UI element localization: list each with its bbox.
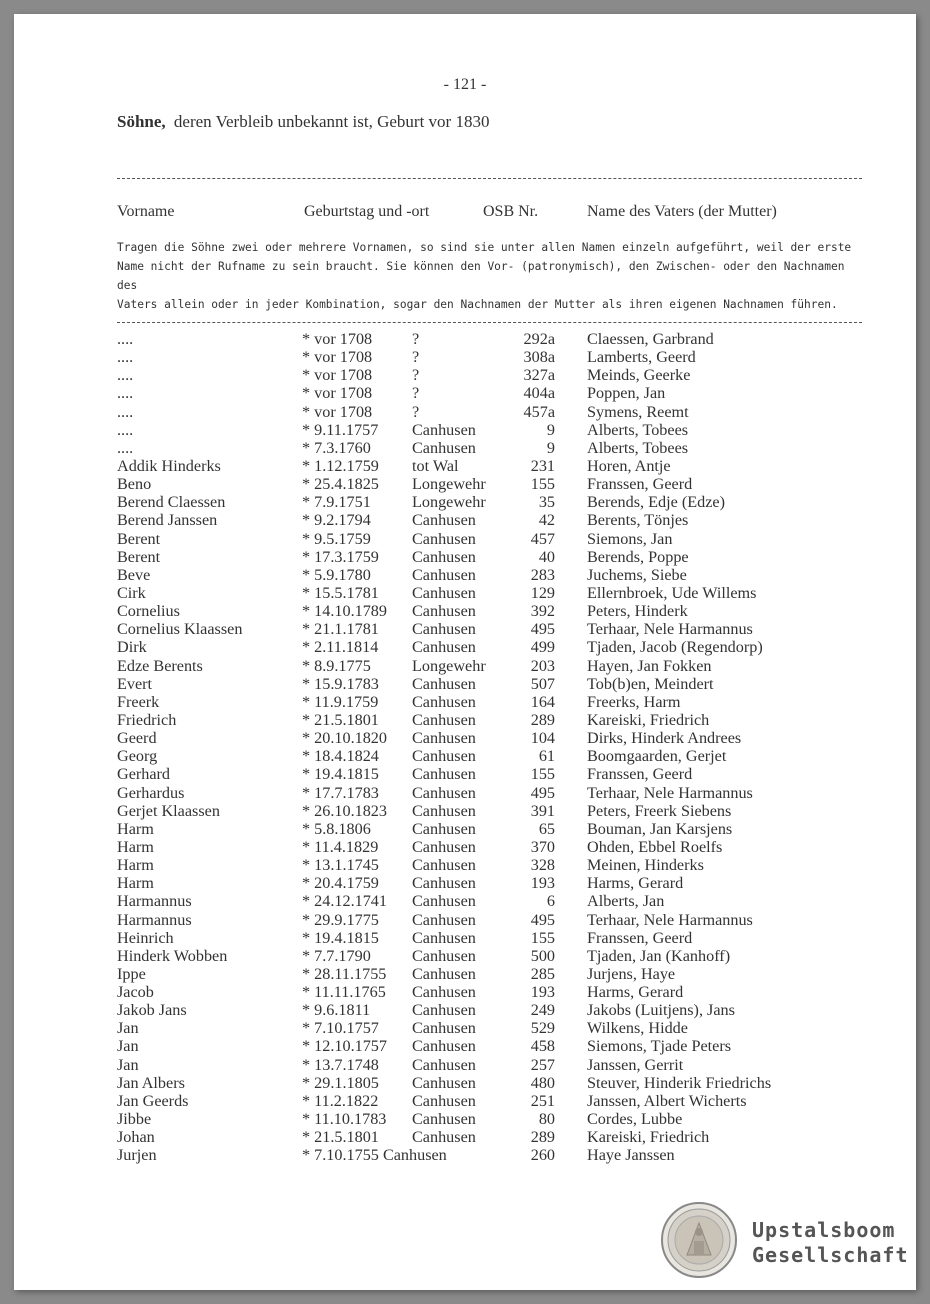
entry-osb-number: 499: [530, 638, 555, 657]
section-title-bold: Söhne,: [117, 112, 166, 131]
entry-name: Jan: [117, 1055, 139, 1074]
entry-name: Harmannus: [117, 910, 192, 929]
entry-osb-number: 328: [530, 856, 555, 875]
entry-osb-number: 457a: [523, 402, 555, 421]
entry-birth-place: Canhusen: [412, 874, 476, 893]
entry-birth-date: * 21.5.1801: [302, 710, 379, 729]
entry-father-name: Freerks, Harm: [587, 692, 681, 711]
table-row: [0, 439, 930, 457]
entry-osb-number: 283: [530, 565, 555, 584]
header-geburt: Geburtstag und -ort: [304, 203, 430, 220]
entry-osb-number: 327a: [523, 366, 555, 385]
entry-name: Jan Albers: [117, 1073, 185, 1092]
entry-birth-date: * 19.4.1815: [302, 765, 379, 784]
entry-osb-number: 285: [530, 964, 555, 983]
entry-birth-date: * vor 1708: [302, 366, 373, 385]
entry-birth-place: tot Wal: [412, 456, 459, 475]
entry-name: Harmannus: [117, 892, 192, 911]
entry-birth-place: Canhusen: [412, 420, 476, 439]
entry-father-name: Siemons, Jan: [587, 529, 673, 548]
entry-birth-date: * vor 1708: [302, 348, 373, 367]
entry-osb-number: 203: [530, 656, 555, 675]
entry-osb-number: 260: [530, 1146, 555, 1165]
entry-birth-date: * 7.10.1755 Canhusen: [302, 1146, 447, 1165]
entry-name: Heinrich: [117, 928, 174, 947]
entry-name: Friedrich: [117, 710, 177, 729]
entry-osb-number: 292a: [523, 330, 555, 348]
entry-osb-number: 193: [530, 983, 555, 1002]
header-vorname: Vorname: [117, 203, 175, 220]
entry-birth-place: Canhusen: [412, 547, 476, 566]
entry-osb-number: 193: [530, 874, 555, 893]
table-row: [0, 784, 930, 802]
entry-father-name: Lamberts, Geerd: [587, 348, 696, 367]
entry-birth-date: * 25.4.1825: [302, 475, 379, 494]
entry-father-name: Franssen, Geerd: [587, 475, 693, 494]
entry-name: Harm: [117, 837, 154, 856]
entry-father-name: Jurjens, Haye: [587, 964, 676, 983]
entry-birth-place: Canhusen: [412, 1128, 476, 1147]
entry-birth-date: * 7.3.1760: [302, 438, 371, 457]
entry-name: Jacob: [117, 983, 154, 1002]
entry-birth-date: * 9.6.1811: [302, 1001, 371, 1020]
entry-osb-number: 289: [530, 1128, 555, 1147]
entry-father-name: Horen, Antje: [587, 456, 671, 475]
entry-name: Berent: [117, 529, 161, 548]
entry-father-name: Jakobs (Luitjens), Jans: [587, 1001, 735, 1020]
table-row: [0, 602, 930, 620]
entry-name: Johan: [117, 1128, 155, 1147]
entry-birth-place: Canhusen: [412, 801, 476, 820]
entry-osb-number: 507: [530, 674, 555, 693]
table-row: [0, 874, 930, 892]
entry-birth-place: Longewehr: [412, 493, 486, 512]
table-row: [0, 765, 930, 783]
table-row: [0, 729, 930, 747]
entry-birth-place: Longewehr: [412, 656, 486, 675]
entry-name: Hinderk Wobben: [117, 946, 228, 965]
entry-name: Cornelius: [117, 602, 180, 621]
entry-birth-place: Longewehr: [412, 475, 486, 494]
entry-father-name: Symens, Reemt: [587, 402, 689, 421]
entry-birth-place: Canhusen: [412, 1110, 476, 1129]
entry-osb-number: 9: [546, 438, 555, 457]
entry-father-name: Alberts, Tobees: [587, 438, 689, 457]
table-row: [0, 965, 930, 983]
table-row: [0, 1056, 930, 1074]
entry-name: ....: [117, 402, 134, 421]
entry-osb-number: 289: [530, 710, 555, 729]
table-row: [0, 1110, 930, 1128]
entry-osb-number: 164: [530, 692, 555, 711]
entry-osb-number: 480: [530, 1073, 555, 1092]
entry-birth-place: ?: [412, 402, 420, 421]
entry-name: Gerhard: [117, 765, 171, 784]
entry-osb-number: 6: [546, 892, 555, 911]
entry-osb-number: 457: [530, 529, 555, 548]
entry-birth-date: * 15.9.1783: [302, 674, 379, 693]
entry-birth-date: * 21.1.1781: [302, 620, 379, 639]
entry-father-name: Hayen, Jan Fokken: [587, 656, 712, 675]
entry-birth-place: Canhusen: [412, 583, 476, 602]
section-title: [117, 112, 489, 132]
entry-osb-number: 370: [530, 837, 555, 856]
entry-father-name: Harms, Gerard: [587, 983, 684, 1002]
entry-osb-number: 458: [530, 1037, 555, 1056]
table-row: [0, 983, 930, 1001]
entry-osb-number: 500: [530, 946, 555, 965]
entry-birth-place: ?: [412, 348, 420, 367]
entry-father-name: Kareiski, Friedrich: [587, 1128, 710, 1147]
table-row: [0, 475, 930, 493]
entry-birth-place: Canhusen: [412, 892, 476, 911]
section-title-rest: deren Verbleib unbekannt ist, Geburt vor 1830: [173, 112, 490, 131]
entry-birth-date: * 9.2.1794: [302, 511, 371, 530]
entry-father-name: Alberts, Tobees: [587, 420, 689, 439]
entry-birth-date: * 19.4.1815: [302, 928, 379, 947]
entry-birth-place: Canhusen: [412, 837, 476, 856]
entry-father-name: Meinen, Hinderks: [587, 856, 704, 875]
table-row: [0, 366, 930, 384]
entry-birth-date: * vor 1708: [302, 402, 373, 421]
entry-name: Jan: [117, 1037, 139, 1056]
watermark-line1: Upstalsboom: [752, 1218, 896, 1242]
entry-name: Edze Berents: [117, 656, 203, 675]
entry-father-name: Berents, Tönjes: [587, 511, 689, 530]
entry-father-name: Boomgaarden, Gerjet: [587, 747, 727, 766]
table-row: [0, 802, 930, 820]
entry-osb-number: 61: [538, 747, 555, 766]
entry-birth-date: * 18.4.1824: [302, 747, 379, 766]
table-row: [0, 820, 930, 838]
table-row: [0, 856, 930, 874]
entry-birth-date: * 20.10.1820: [302, 729, 387, 748]
entry-birth-place: Canhusen: [412, 1091, 476, 1110]
table-row: [0, 838, 930, 856]
entry-father-name: Harms, Gerard: [587, 874, 684, 893]
entry-father-name: Wilkens, Hidde: [587, 1019, 688, 1038]
table-row: [0, 403, 930, 421]
entry-father-name: Haye Janssen: [587, 1146, 675, 1165]
entry-birth-date: * 24.12.1741: [302, 892, 387, 911]
entry-birth-date: * 21.5.1801: [302, 1128, 379, 1147]
table-row: [0, 1037, 930, 1055]
entry-osb-number: 529: [530, 1019, 555, 1038]
entry-birth-place: Canhusen: [412, 620, 476, 639]
entry-osb-number: 249: [530, 1001, 555, 1020]
entry-father-name: Terhaar, Nele Harmannus: [587, 620, 753, 639]
entry-osb-number: 231: [530, 456, 555, 475]
entry-birth-date: * 12.10.1757: [302, 1037, 387, 1056]
entry-birth-place: Canhusen: [412, 1055, 476, 1074]
entry-osb-number: 129: [530, 583, 555, 602]
entry-birth-place: Canhusen: [412, 928, 476, 947]
table-row: [0, 638, 930, 656]
table-row: [0, 911, 930, 929]
entry-name: Jurjen: [117, 1146, 157, 1165]
table-row: [0, 348, 930, 366]
entry-birth-date: * 29.1.1805: [302, 1073, 379, 1092]
table-row: [0, 711, 930, 729]
entry-father-name: Peters, Freerk Siebens: [587, 801, 732, 820]
entry-name: Berent: [117, 547, 161, 566]
entry-name: ....: [117, 348, 134, 367]
entry-name: Harm: [117, 874, 154, 893]
entry-birth-date: * 13.1.1745: [302, 856, 379, 875]
entry-name: Gerjet Klaassen: [117, 801, 220, 820]
table-row: [0, 892, 930, 910]
entry-osb-number: 404a: [523, 384, 555, 403]
table-row: [0, 1001, 930, 1019]
entry-father-name: Ellernbroek, Ude Willems: [587, 583, 757, 602]
entry-name: Evert: [117, 674, 153, 693]
page-number: - 121 -: [443, 76, 487, 93]
entry-name: Beve: [117, 565, 151, 584]
entry-birth-date: * 11.9.1759: [302, 692, 379, 711]
entry-birth-place: Canhusen: [412, 511, 476, 530]
entry-birth-place: Canhusen: [412, 602, 476, 621]
entry-name: Jan Geerds: [117, 1091, 189, 1110]
header-osb: OSB Nr.: [483, 203, 539, 220]
entry-birth-place: ?: [412, 384, 420, 403]
entry-birth-date: * 15.5.1781: [302, 583, 379, 602]
entry-birth-place: Canhusen: [412, 964, 476, 983]
entry-father-name: Tjaden, Jacob (Regendorp): [587, 638, 763, 657]
entry-birth-date: * 26.10.1823: [302, 801, 387, 820]
entry-osb-number: 155: [530, 765, 555, 784]
table-row: [0, 1128, 930, 1146]
watermark-line2: Gesellschaft: [752, 1243, 909, 1267]
entry-birth-place: Canhusen: [412, 1019, 476, 1038]
table-row: [0, 511, 930, 529]
table-row: [0, 693, 930, 711]
entry-birth-date: * vor 1708: [302, 384, 373, 403]
entry-osb-number: 495: [530, 620, 555, 639]
entry-osb-number: 104: [530, 729, 555, 748]
entry-birth-date: * 2.11.1814: [302, 638, 379, 657]
entry-father-name: Poppen, Jan: [587, 384, 666, 403]
entry-name: ....: [117, 366, 134, 385]
table-row: [0, 747, 930, 765]
entry-name: Jakob Jans: [117, 1001, 187, 1020]
entry-osb-number: 308a: [523, 348, 555, 367]
entry-birth-date: * 1.12.1759: [302, 456, 379, 475]
entry-osb-number: 495: [530, 910, 555, 929]
entry-name: ....: [117, 330, 134, 348]
entry-birth-date: * 28.11.1755: [302, 964, 387, 983]
table-row: [0, 1146, 930, 1164]
entry-father-name: Cordes, Lubbe: [587, 1110, 683, 1129]
entry-father-name: Ohden, Ebbel Roelfs: [587, 837, 723, 856]
entry-father-name: Siemons, Tjade Peters: [587, 1037, 732, 1056]
table-row: [0, 1074, 930, 1092]
entry-name: Cornelius Klaassen: [117, 620, 243, 639]
table-row: [0, 384, 930, 402]
entry-birth-date: * 20.4.1759: [302, 874, 379, 893]
entry-father-name: Terhaar, Nele Harmannus: [587, 783, 753, 802]
entry-birth-date: * 7.7.1790: [302, 946, 371, 965]
entry-birth-place: Canhusen: [412, 565, 476, 584]
entry-birth-place: Canhusen: [412, 747, 476, 766]
table-row: [0, 947, 930, 965]
entry-birth-place: ?: [412, 366, 420, 385]
entry-father-name: Berends, Edje (Edze): [587, 493, 725, 512]
table-row: [0, 620, 930, 638]
entry-birth-date: * 5.8.1806: [302, 819, 371, 838]
entry-father-name: Franssen, Geerd: [587, 928, 693, 947]
entry-name: Addik Hinderks: [117, 456, 221, 475]
table-row: [0, 548, 930, 566]
entry-birth-place: Canhusen: [412, 856, 476, 875]
entry-father-name: Peters, Hinderk: [587, 602, 688, 621]
entry-name: Cirk: [117, 583, 146, 602]
entry-name: Beno: [117, 475, 152, 494]
separator-top: [117, 178, 862, 179]
separator-bottom: [117, 322, 862, 323]
entry-birth-date: * 17.3.1759: [302, 547, 379, 566]
entry-osb-number: 155: [530, 928, 555, 947]
entry-birth-place: Canhusen: [412, 910, 476, 929]
entry-birth-place: ?: [412, 330, 420, 348]
entry-name: Georg: [117, 747, 158, 766]
entry-name: Jan: [117, 1019, 139, 1038]
entry-name: Dirk: [117, 638, 147, 657]
entry-father-name: Berends, Poppe: [587, 547, 689, 566]
entry-osb-number: 257: [530, 1055, 555, 1074]
table-row: [0, 657, 930, 675]
entry-birth-place: Canhusen: [412, 729, 476, 748]
entry-osb-number: 40: [538, 547, 555, 566]
entry-father-name: Janssen, Gerrit: [587, 1055, 684, 1074]
entry-father-name: Claessen, Garbrand: [587, 330, 714, 348]
entry-father-name: Steuver, Hinderik Friedrichs: [587, 1073, 772, 1092]
entry-birth-place: Canhusen: [412, 692, 476, 711]
entry-birth-date: * 11.4.1829: [302, 837, 379, 856]
entry-osb-number: 495: [530, 783, 555, 802]
entry-name: Jibbe: [117, 1110, 152, 1129]
seal-logo: [660, 1201, 738, 1279]
entry-birth-date: * 17.7.1783: [302, 783, 379, 802]
entry-name: ....: [117, 384, 134, 403]
entry-father-name: Kareiski, Friedrich: [587, 710, 710, 729]
entry-father-name: Juchems, Siebe: [587, 565, 687, 584]
entry-osb-number: 65: [538, 819, 555, 838]
entry-birth-place: Canhusen: [412, 638, 476, 657]
table-row: [0, 566, 930, 584]
entry-birth-date: * 14.10.1789: [302, 602, 387, 621]
entry-birth-place: Canhusen: [412, 1073, 476, 1092]
entry-father-name: Tob(b)en, Meindert: [587, 674, 714, 693]
table-row: [0, 421, 930, 439]
entry-osb-number: 35: [538, 493, 555, 512]
entry-birth-place: Canhusen: [412, 674, 476, 693]
table-row: [0, 584, 930, 602]
table-row: [0, 675, 930, 693]
table-row: [0, 1019, 930, 1037]
entry-name: Harm: [117, 856, 154, 875]
entry-father-name: Tjaden, Jan (Kanhoff): [587, 946, 731, 965]
entry-name: Ippe: [117, 964, 146, 983]
entry-birth-date: * 13.7.1748: [302, 1055, 379, 1074]
table-row: [0, 530, 930, 548]
entry-father-name: Bouman, Jan Karsjens: [587, 819, 733, 838]
entry-birth-date: * 9.11.1757: [302, 420, 379, 439]
entry-name: Freerk: [117, 692, 160, 711]
entry-father-name: Terhaar, Nele Harmannus: [587, 910, 753, 929]
entry-father-name: Alberts, Jan: [587, 892, 665, 911]
entry-name: ....: [117, 420, 134, 439]
entry-birth-date: * 7.9.1751: [302, 493, 371, 512]
entry-osb-number: 42: [538, 511, 555, 530]
entry-father-name: Meinds, Geerke: [587, 366, 691, 385]
table-row: [0, 457, 930, 475]
entry-birth-date: * 11.10.1783: [302, 1110, 387, 1129]
entry-name: Harm: [117, 819, 154, 838]
entry-name: Geerd: [117, 729, 157, 748]
table-row: [0, 493, 930, 511]
entry-birth-date: * 29.9.1775: [302, 910, 379, 929]
entry-birth-date: * 7.10.1757: [302, 1019, 379, 1038]
entry-name: Berend Janssen: [117, 511, 218, 530]
intro-paragraph: Tragen die Söhne zwei oder mehrere Vornamen, so sind sie unter allen Namen einzeln aufgeführt, weil der erste Name nicht der Rufname zu sein braucht. Sie können den Vor- (patronymisch), den Zwischen- oder den Nachnamen des Vaters allein oder in jeder Kombination, sogar den Nachnamen der Mutter als ihren eigenen Nachnamen führen.: [117, 241, 852, 311]
entry-father-name: Dirks, Hinderk Andrees: [587, 729, 742, 748]
entry-osb-number: 9: [546, 420, 555, 439]
table-row: [0, 330, 930, 348]
entry-father-name: Franssen, Geerd: [587, 765, 693, 784]
table-row: [0, 929, 930, 947]
entries-table: [0, 330, 930, 1164]
entry-birth-place: Canhusen: [412, 819, 476, 838]
entry-birth-date: * 8.9.1775: [302, 656, 371, 675]
entry-birth-place: Canhusen: [412, 983, 476, 1002]
entry-osb-number: 251: [530, 1091, 555, 1110]
entry-birth-date: * 11.2.1822: [302, 1091, 379, 1110]
entry-birth-date: * 11.11.1765: [302, 983, 386, 1002]
entry-birth-place: Canhusen: [412, 710, 476, 729]
entry-name: ....: [117, 438, 134, 457]
entry-osb-number: 155: [530, 475, 555, 494]
entry-birth-date: * vor 1708: [302, 330, 373, 348]
entry-osb-number: 391: [530, 801, 555, 820]
entry-father-name: Janssen, Albert Wicherts: [587, 1091, 747, 1110]
entry-birth-place: Canhusen: [412, 1037, 476, 1056]
entry-birth-place: Canhusen: [412, 783, 476, 802]
entry-name: Berend Claessen: [117, 493, 226, 512]
entry-birth-place: Canhusen: [412, 1001, 476, 1020]
entry-birth-place: Canhusen: [412, 438, 476, 457]
entry-birth-place: Canhusen: [412, 765, 476, 784]
entry-osb-number: 392: [530, 602, 555, 621]
entry-birth-date: * 5.9.1780: [302, 565, 371, 584]
entry-name: Gerhardus: [117, 783, 185, 802]
entry-birth-place: Canhusen: [412, 946, 476, 965]
entry-osb-number: 80: [538, 1110, 555, 1129]
header-vater: Name des Vaters (der Mutter): [587, 203, 777, 220]
entry-birth-place: Canhusen: [412, 529, 476, 548]
entry-birth-date: * 9.5.1759: [302, 529, 371, 548]
table-row: [0, 1092, 930, 1110]
